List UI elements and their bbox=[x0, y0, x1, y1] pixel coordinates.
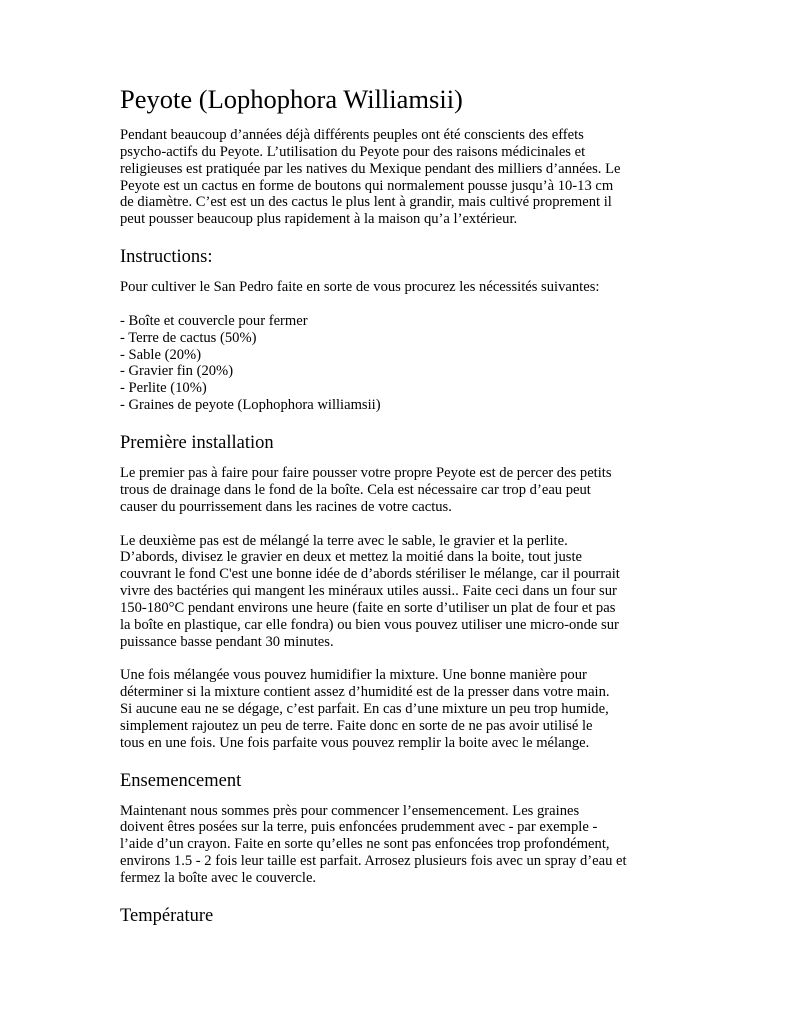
text-line: Si aucune eau ne se dégage, c’est parfait. En cas d’une mixture un peu trop humide, bbox=[120, 701, 609, 718]
text-line: déterminer si la mixture contient assez d’humidité est de la presser dans votre main. bbox=[120, 684, 610, 701]
text-line: Pour cultiver le San Pedro faite en sorte de vous procurez les nécessités suivantes: bbox=[120, 279, 600, 296]
text-line: l’aide d’un crayon. Faite en sorte qu’elles ne sont pas enfoncées trop profondément, bbox=[120, 836, 610, 853]
text-line: religieuses est pratiquée par les natives du Mexique pendant des milliers d’années. Le bbox=[120, 160, 621, 177]
text-line: 150-180°C pendant environs une heure (faite en sorte d’utiliser un plat de four et pas bbox=[120, 599, 616, 616]
text-line: trous de drainage dans le fond de la boîte. Cela est nécessaire car trop d’eau peut bbox=[120, 481, 591, 498]
text-line: fermez la boîte avec le couvercle. bbox=[120, 870, 317, 886]
text-line: vivre des bactéries qui mangent les minéraux utiles aussi.. Faite ceci dans un four sur bbox=[120, 583, 617, 600]
instructions-heading: Instructions: bbox=[120, 247, 213, 268]
text-line: causer du pourrissement dans les racines de votre cactus. bbox=[120, 498, 452, 515]
list-item: - Sable (20%) bbox=[120, 346, 202, 363]
instructions-lead bbox=[120, 279, 680, 296]
installation-paragraph-2 bbox=[120, 533, 680, 651]
text-line: simplement rajoutez un peu de terre. Faite donc en sorte de ne pas avoir utilisé le bbox=[120, 717, 593, 734]
list-item: - Terre de cactus (50%) bbox=[120, 329, 257, 346]
list-item: - Perlite (10%) bbox=[120, 380, 207, 397]
list-item: - Graines de peyote (Lophophora williamsii) bbox=[120, 397, 381, 414]
text-line: Le premier pas à faire pour faire pousser votre propre Peyote est de percer des petits bbox=[120, 464, 612, 481]
document-title: Peyote (Lophophora Williamsii) bbox=[120, 84, 463, 114]
text-line: tous en une fois. Une fois parfaite vous pouvez remplir la boite avec le mélange. bbox=[120, 734, 590, 751]
temperature-heading: Température bbox=[120, 905, 214, 926]
text-line: Maintenant nous sommes près pour commencer l’ensemencement. Les graines bbox=[120, 802, 580, 819]
text-line: de diamètre. C’est est un des cactus le plus lent à grandir, mais cultivé proprement il bbox=[120, 194, 612, 211]
text-line: Le deuxième pas est de mélangé la terre avec le sable, le gravier et la perlite. bbox=[120, 532, 568, 549]
text-line: puissance basse pendant 30 minutes. bbox=[120, 633, 334, 650]
intro-paragraph bbox=[120, 127, 680, 228]
text-line: environs 1.5 - 2 fois leur taille est parfait. Arrosez plusieurs fois avec un spray d’eau et bbox=[120, 853, 627, 870]
list-item: - Gravier fin (20%) bbox=[120, 363, 234, 380]
installation-heading: Première installation bbox=[120, 432, 274, 453]
sowing-heading: Ensemencement bbox=[120, 770, 242, 791]
text-line: Peyote est un cactus en forme de boutons qui normalement pousse jusqu’à 10-13 cm bbox=[120, 177, 614, 194]
text-line: couvrant le fond C'est une bonne idée de d’abords stériliser le mélange, car il pourrait bbox=[120, 566, 620, 583]
text-line: Pendant beaucoup d’années déjà différents peuples ont été conscients des effets bbox=[120, 127, 584, 143]
text-line: D’abords, divisez le gravier en deux et mettez la moitié dans la boite, tout juste bbox=[120, 549, 582, 566]
sowing-paragraph bbox=[120, 803, 680, 887]
list-item: - Boîte et couvercle pour fermer bbox=[120, 312, 308, 329]
text-line: peut pousser beaucoup plus rapidement à la maison qu’a l’extérieur. bbox=[120, 211, 518, 228]
text-line: doivent êtres posées sur la terre, puis enfoncées prudemment avec - par exemple - bbox=[120, 819, 598, 836]
document-page bbox=[120, 82, 680, 938]
text-line: psycho-actifs du Peyote. L’utilisation du Peyote pour des raisons médicinales et bbox=[120, 143, 586, 160]
installation-paragraph-3 bbox=[120, 667, 680, 751]
text-line: Une fois mélangée vous pouvez humidifier la mixture. Une bonne manière pour bbox=[120, 667, 587, 684]
text-line: la boîte en plastique, car elle fondra) ou bien vous pouvez utiliser une micro-onde sur bbox=[120, 616, 619, 633]
requirements-list bbox=[120, 313, 680, 414]
installation-paragraph-1 bbox=[120, 465, 680, 516]
